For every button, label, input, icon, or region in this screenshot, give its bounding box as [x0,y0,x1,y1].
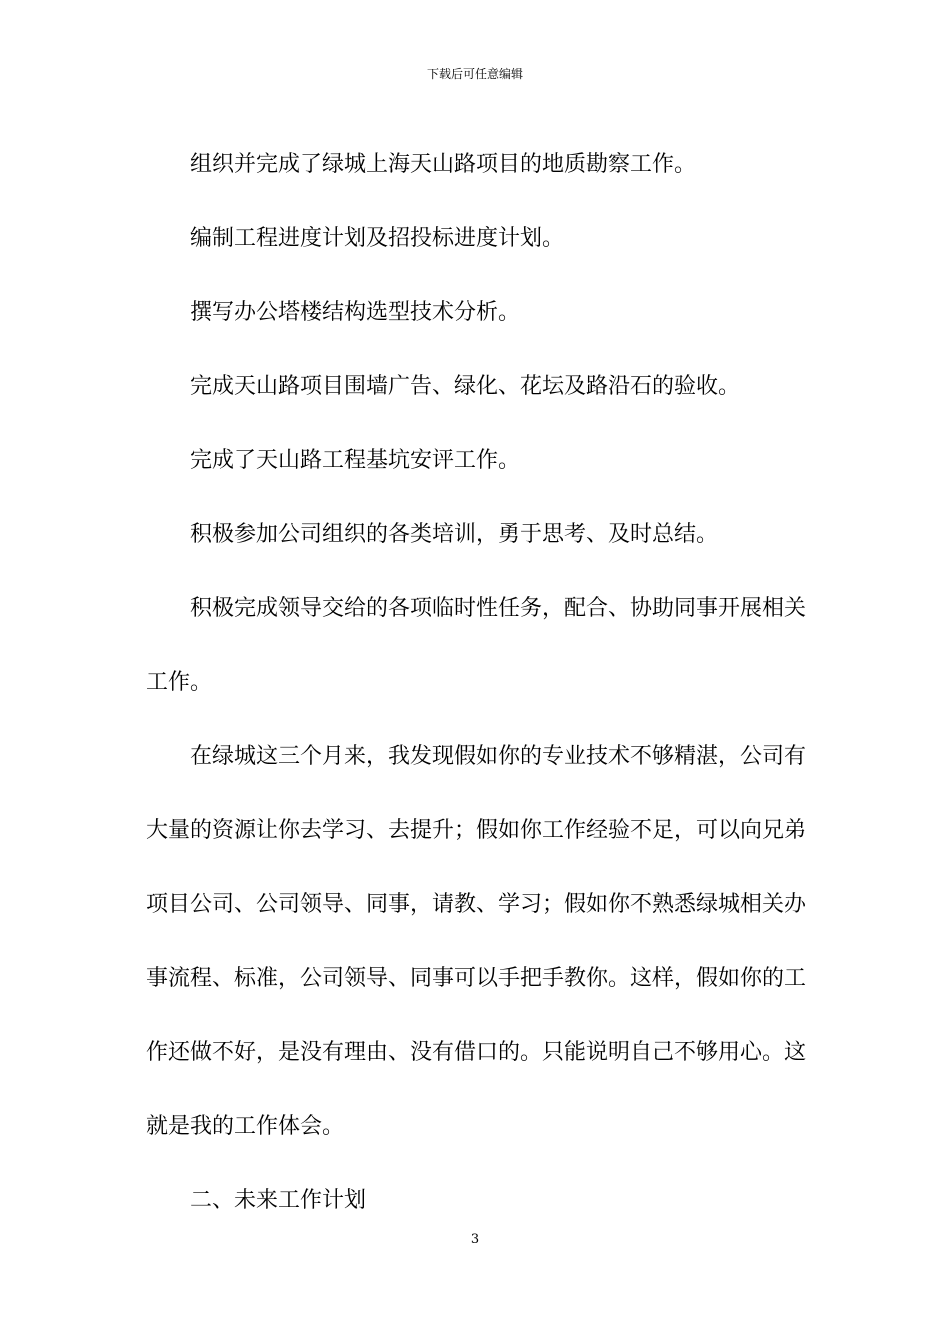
paragraph: 完成了天山路工程基坑安评工作。 [190,448,521,473]
section-heading: 二、未来工作计划 [190,1188,367,1213]
paragraph: 组织并完成了绿城上海天山路项目的地质勘察工作。 [190,152,697,177]
paragraph: 完成天山路项目围墙广告、绿化、花坛及路沿石的验收。 [190,374,741,399]
paragraph: 积极完成领导交给的各项临时性任务，配合、协助同事开展相关工作。 [146,596,807,695]
paragraph: 在绿城这三个月来，我发现假如你的专业技术不够精湛，公司有大量的资源让你去学习、去提升；假如你工作经验不足，可以向兄弟项目公司、公司领导、同事，请教、学习；假如你不熟悉绿城相关办事流程、标准，公司领导、同事可以手把手教你。这样，假如你的工作还做不好，是没有理由、没有借口的。只能说明自己不够用心。这就是我的工作体会。 [146,744,807,1139]
page-header: 下载后可任意编辑 [426,67,523,81]
paragraph: 撰写办公塔楼结构选型技术分析。 [190,300,521,325]
page-number: 3 [470,1232,480,1247]
paragraph: 积极参加公司组织的各类培训，勇于思考、及时总结。 [190,522,719,547]
document-body [146,128,806,1238]
paragraph: 编制工程进度计划及招投标进度计划。 [190,226,565,251]
